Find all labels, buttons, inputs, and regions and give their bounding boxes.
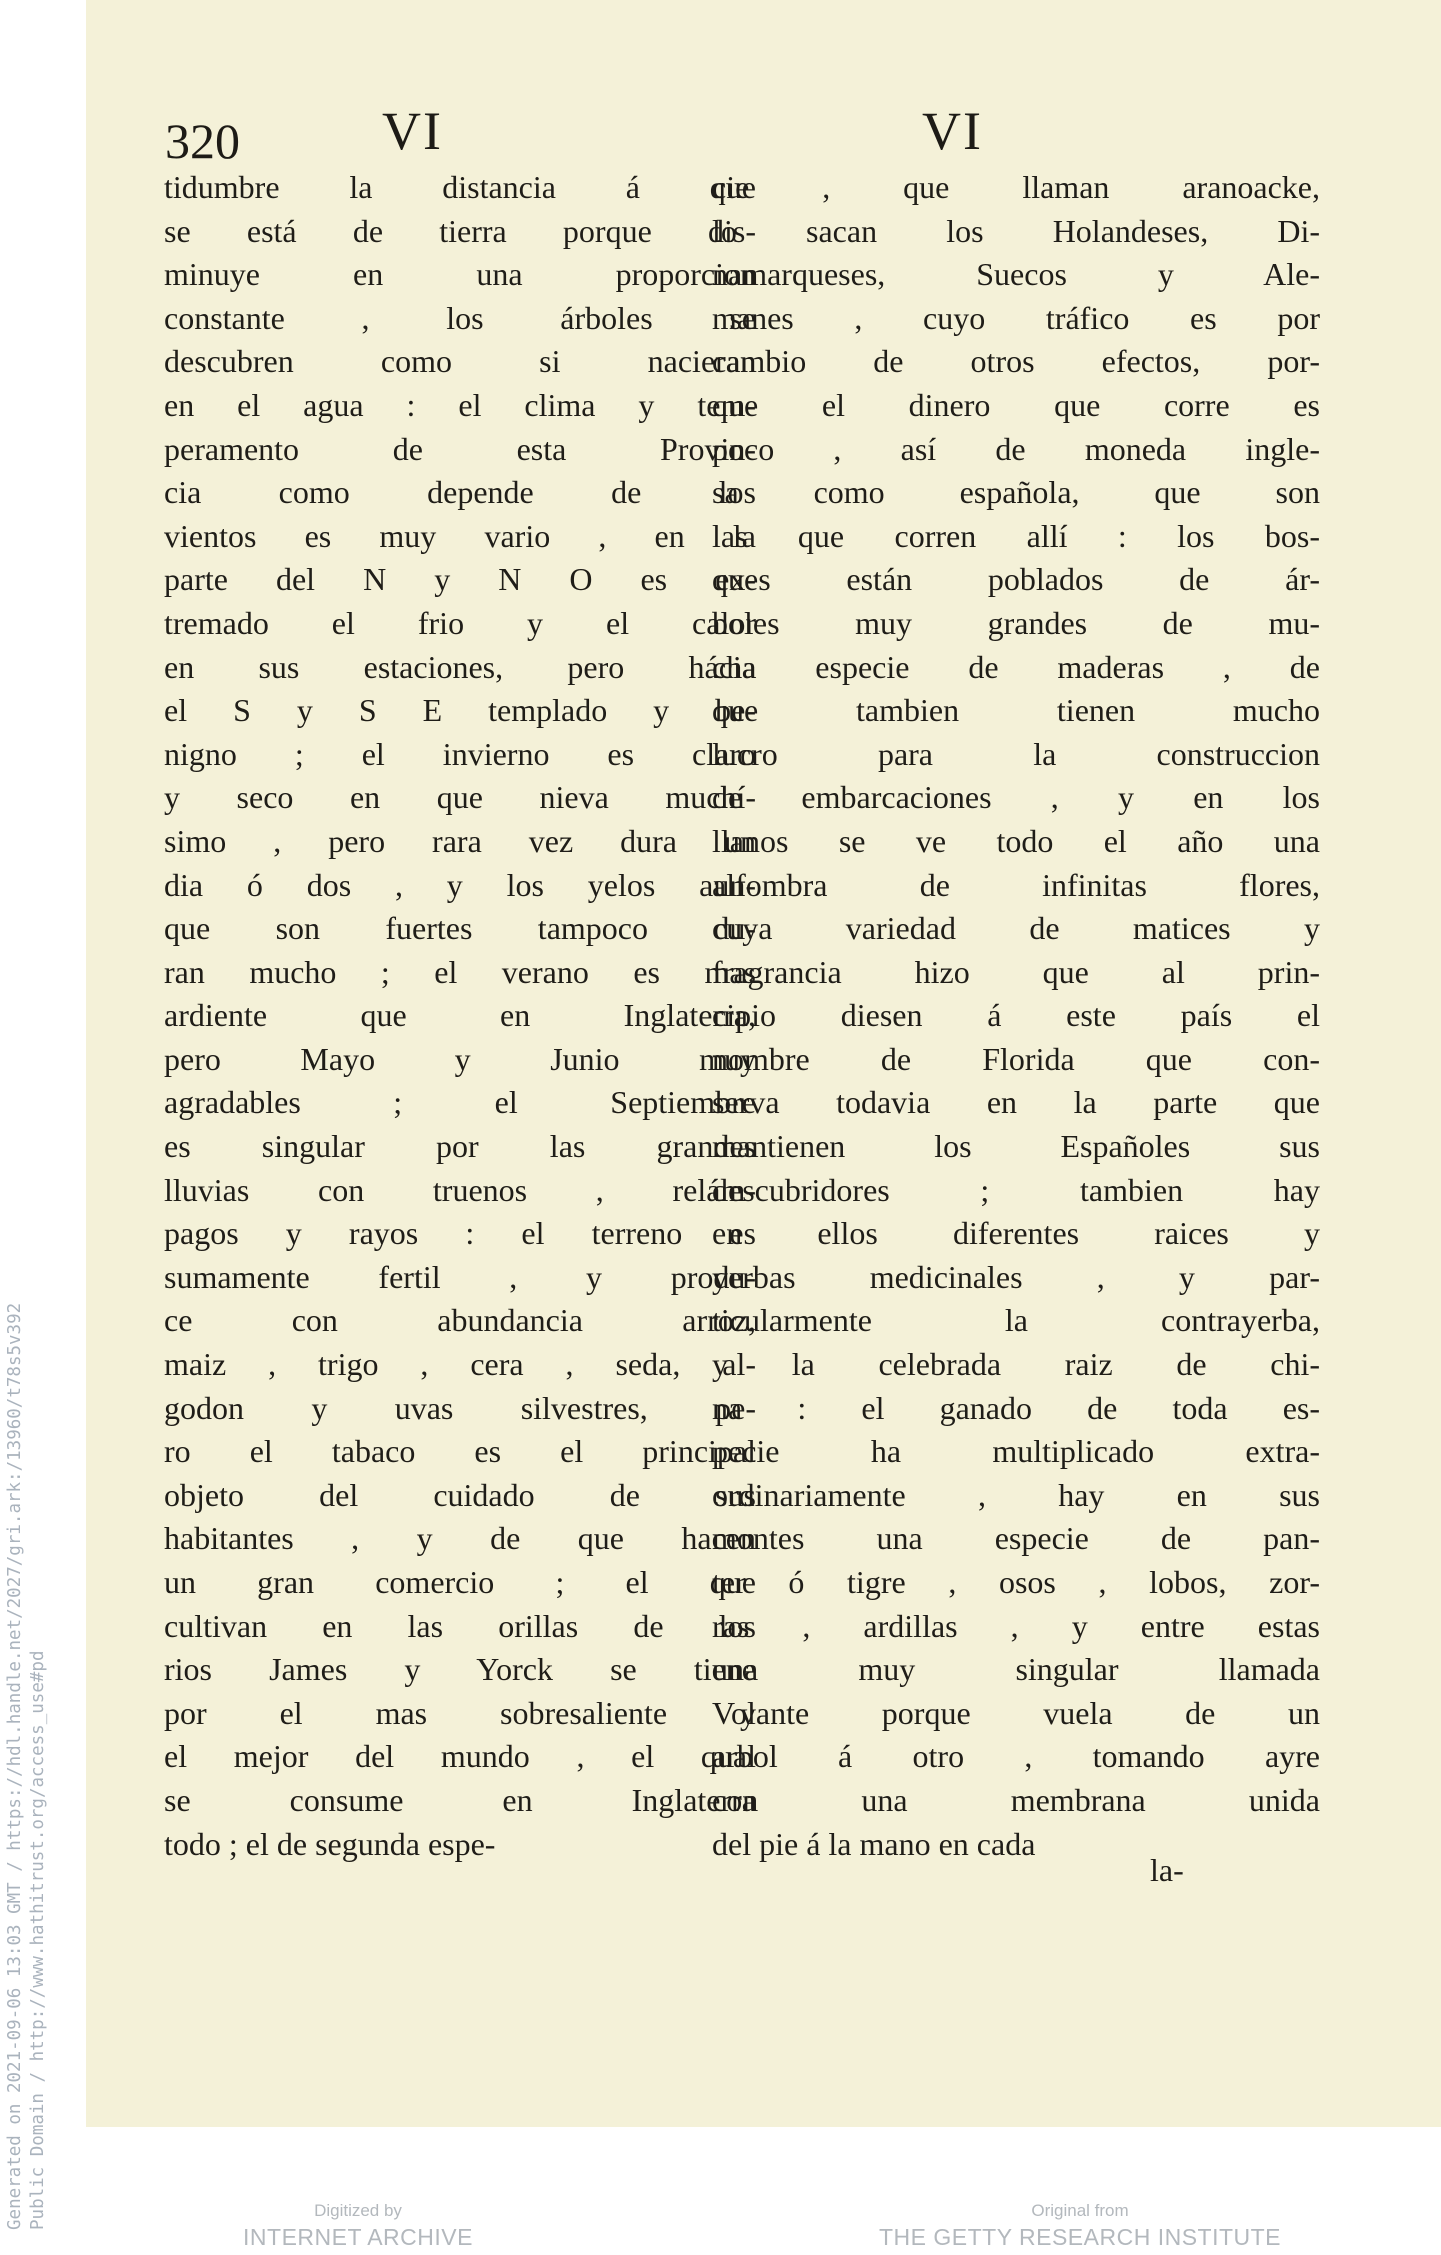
text-line: una muy singular llamada: [712, 1651, 1320, 1688]
text-line: peramento de esta Provin-: [164, 430, 756, 467]
running-head-right: VI: [922, 101, 983, 161]
text-line: en sus estaciones, pero hácia: [164, 648, 756, 685]
running-head-left: VI: [382, 101, 443, 161]
text-line: que el dinero que corre es: [712, 386, 1320, 423]
text-line: alfombra de infinitas flores,: [712, 866, 1320, 903]
text-line: con una membrana unida: [712, 1781, 1320, 1818]
text-line: por el mas sobresaliente y: [164, 1694, 756, 1731]
text-line: es singular por las grandes: [164, 1128, 756, 1165]
text-line: cia como depende de los: [164, 474, 756, 511]
text-line: ro el tabaco es el principal: [164, 1433, 756, 1470]
getty-institute-label: THE GETTY RESEARCH INSTITUTE: [878, 2224, 1282, 2250]
text-line: habitantes , y de que hacen: [164, 1520, 756, 1557]
text-line: descubridores ; tambien hay: [712, 1171, 1320, 1208]
text-line: el S y S E templado y be-: [164, 692, 756, 729]
text-line: ardiente que en Inglaterra,: [164, 997, 756, 1034]
text-line: ce con abundancia arroz,: [164, 1302, 756, 1339]
text-line: lucro para la construccion: [712, 735, 1320, 772]
text-line: rios James y Yorck se tiene: [164, 1651, 756, 1688]
right-text-column: [712, 166, 1320, 1866]
text-line: el mejor del mundo , el qual: [164, 1738, 756, 1775]
text-line: tremado el frio y el calor: [164, 604, 756, 641]
text-line: en el agua : el clima y tem-: [164, 386, 756, 423]
text-line: na : el ganado de toda es-: [712, 1389, 1320, 1426]
text-line: ordinariamente , hay en sus: [712, 1476, 1320, 1513]
text-line: nombre de Florida que con-: [712, 1040, 1320, 1077]
text-line: mantienen los Españoles sus: [712, 1128, 1320, 1165]
text-line: constante , los árboles se: [164, 299, 756, 336]
digitized-by-label: Digitized by: [314, 2201, 402, 2220]
text-line: de embarcaciones , y en los: [712, 779, 1320, 816]
text-line: objeto del cuidado de sus: [164, 1476, 756, 1513]
text-line: ter ó tigre , osos , lobos, zor-: [712, 1564, 1320, 1600]
text-line: vientos es muy vario , en la: [164, 517, 756, 554]
text-line: pero Mayo y Junio muy: [164, 1040, 756, 1077]
text-line: poco , así de moneda ingle-: [712, 430, 1320, 467]
text-line: tidumbre la distancia á que: [164, 169, 756, 205]
text-line: agradables ; el Septiembre: [164, 1084, 756, 1121]
catchword: la-: [1150, 1852, 1184, 1888]
left-text-column: [164, 166, 756, 1866]
text-line: maiz , trigo , cera , seda, al-: [164, 1346, 756, 1383]
text-line: parte del N y N O es ex-: [164, 561, 756, 598]
text-line: cipio diesen á este país el: [712, 997, 1320, 1034]
text-line: se está de tierra porque dis-: [164, 212, 756, 249]
text-line: lluvias con truenos , relám-: [164, 1171, 756, 1208]
digitized-by-credit: [238, 2200, 478, 2252]
text-line: Volante porque vuela de un: [712, 1694, 1320, 1731]
text-line: sa como española, que son: [712, 474, 1320, 511]
text-line: godon y uvas silvestres, pe-: [164, 1389, 756, 1426]
page-number: 320: [165, 113, 240, 169]
text-line: ticularmente la contrayerba,: [712, 1302, 1320, 1339]
text-line: namarqueses, Suecos y Ale-: [712, 256, 1320, 293]
text-line: sumamente fertil , y produ-: [164, 1258, 756, 1295]
text-line: todo ; el de segunda espe-: [164, 1825, 496, 1862]
text-line: cuya variedad de matices y: [712, 910, 1320, 947]
text-line: pecie ha multiplicado extra-: [712, 1433, 1320, 1470]
text-line: montes una especie de pan-: [712, 1520, 1320, 1557]
text-line: pagos y rayos : el terreno es: [164, 1215, 756, 1252]
text-line: lo sacan los Holandeses, Di-: [712, 212, 1320, 249]
left-margin: [0, 0, 86, 2255]
text-line: ras , ardillas , y entre estas: [712, 1607, 1320, 1644]
text-line: yerbas medicinales , y par-: [712, 1258, 1320, 1295]
text-line: fragrancia hizo que al prin-: [712, 953, 1320, 990]
text-line: cha especie de maderas , de: [712, 648, 1320, 685]
stamp-line-2: Public Domain / http://www.hathitrust.org/access_use#pd: [28, 1650, 48, 2230]
stamp-line-1: Generated on 2021-09-06 13:03 GMT / https://hdl.handle.net/2027/gri.ark:/13960/t78s5v392: [5, 1302, 25, 2230]
internet-archive-label: INTERNET ARCHIVE: [243, 2224, 473, 2250]
text-line: ran mucho ; el verano es mas: [164, 953, 756, 990]
text-line: simo , pero rara vez dura un: [164, 822, 756, 859]
text-line: un gran comercio ; el que: [164, 1564, 756, 1600]
generation-stamp: [4, 1070, 50, 2230]
text-line: cie , que llaman aranoacke,: [712, 169, 1320, 205]
text-line: que son fuertes tampoco du-: [164, 910, 756, 947]
text-line: las que corren allí : los bos-: [712, 517, 1320, 554]
text-line: minuye en una proporcion: [164, 256, 756, 293]
text-line: arbol á otro , tomando ayre: [712, 1738, 1320, 1775]
text-line: boles muy grandes de mu-: [712, 604, 1320, 641]
text-line: se consume en Inglaterra: [164, 1781, 756, 1818]
text-line: descubren como si nacieran: [164, 343, 756, 380]
original-from-credit: [870, 2200, 1290, 2252]
text-line: manes , cuyo tráfico es por: [712, 299, 1320, 336]
text-line: del pie á la mano en cada: [712, 1825, 1036, 1862]
text-line: nigno ; el invierno es claro: [164, 735, 756, 772]
text-line: dia ó dos , y los yelos aun-: [164, 866, 756, 903]
text-line: y seco en que nieva muchí-: [164, 779, 756, 816]
text-line: cultivan en las orillas de los: [164, 1607, 756, 1644]
text-line: y la celebrada raiz de chi-: [712, 1346, 1320, 1383]
original-from-label: Original from: [1031, 2201, 1129, 2220]
text-line: cambio de otros efectos, por-: [712, 343, 1320, 380]
text-line: que tambien tienen mucho: [712, 692, 1320, 729]
text-line: llanos se ve todo el año una: [712, 822, 1320, 859]
text-line: serva todavia en la parte que: [712, 1084, 1320, 1121]
text-line: ques están poblados de ár-: [712, 561, 1320, 598]
text-line: en ellos diferentes raices y: [712, 1215, 1320, 1252]
